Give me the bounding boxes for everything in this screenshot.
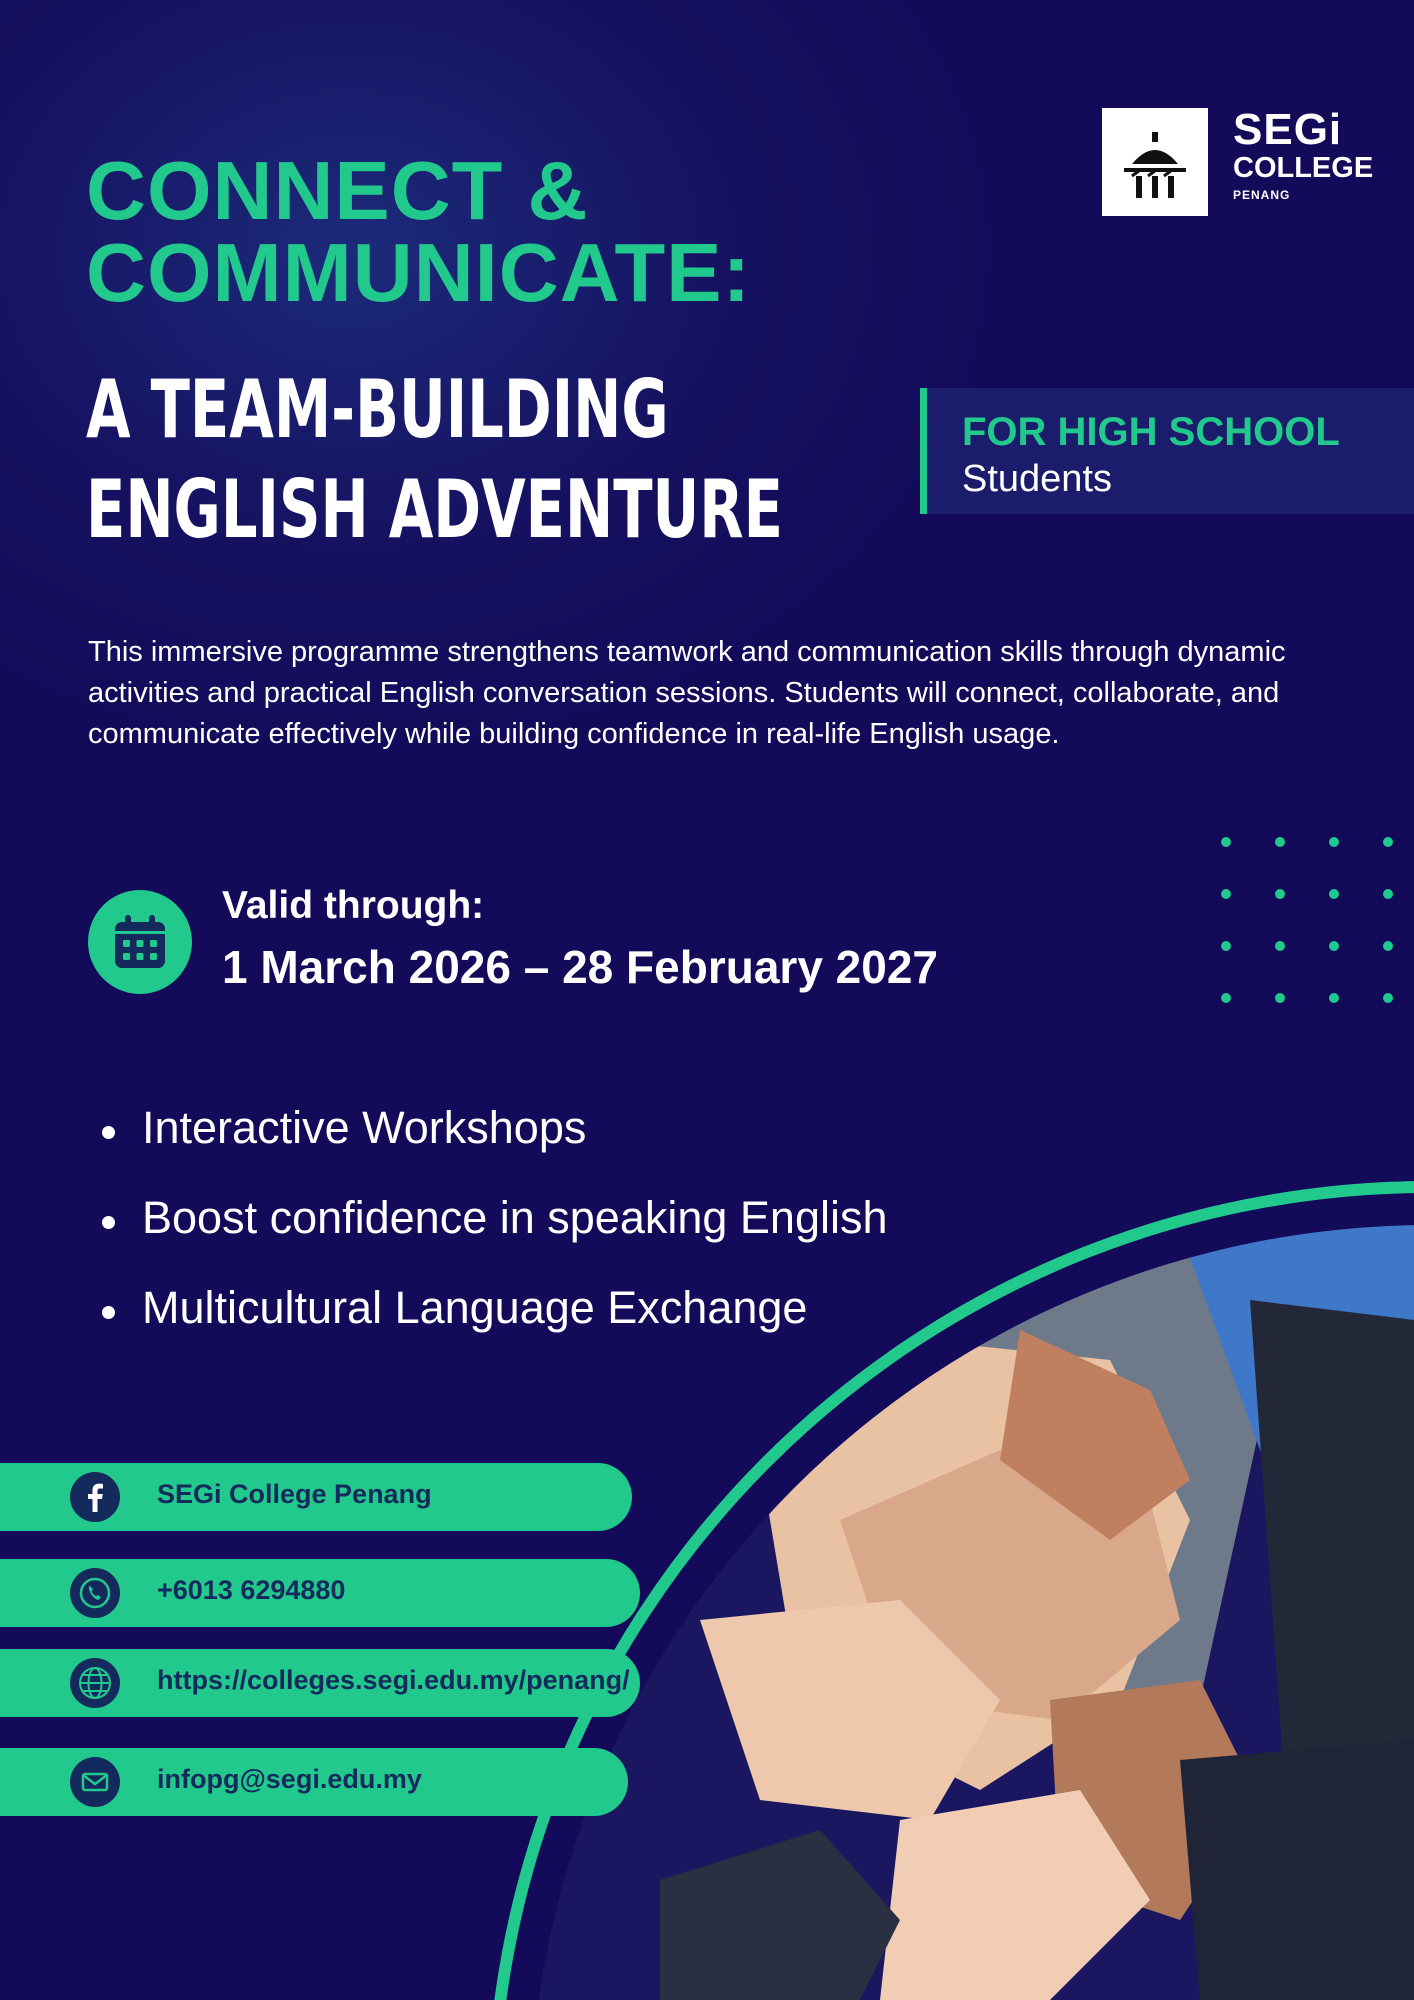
contact-label: SEGi College Penang xyxy=(157,1479,432,1509)
highlight-text: Interactive Workshops xyxy=(142,1102,587,1153)
website-contact-pill[interactable] xyxy=(0,1649,640,1717)
mail-icon xyxy=(70,1757,120,1807)
audience-group: Students xyxy=(962,458,1112,500)
logo-brand-name: SEGi xyxy=(1233,105,1343,154)
validity-label: Valid through: xyxy=(222,884,485,927)
highlight-text: Boost confidence in speaking English xyxy=(142,1192,888,1243)
facebook-contact-pill[interactable] xyxy=(0,1463,632,1531)
globe-icon xyxy=(70,1658,120,1708)
logo-college: COLLEGE xyxy=(1233,152,1374,184)
facebook-icon xyxy=(70,1472,120,1522)
headline-line-1: CONNECT & xyxy=(86,144,589,237)
email-contact-pill[interactable] xyxy=(0,1748,628,1816)
logo-campus: PENANG xyxy=(1233,188,1291,202)
phone-contact-pill[interactable] xyxy=(0,1559,640,1627)
contact-label: infopg@segi.edu.my xyxy=(157,1764,422,1794)
contact-label: +6013 6294880 xyxy=(157,1575,346,1605)
programme-description: This immersive programme strengthens teamwork and communication skills through dynamic activities and practical English conversation sessions. Students will connect, collaborate, and communicate effectively while building confidence in real-life English usage. xyxy=(88,636,1286,750)
validity-dates: 1 March 2026 – 28 February 2027 xyxy=(222,941,939,993)
audience-level: FOR HIGH SCHOOL xyxy=(962,410,1340,454)
subheadline-line-2: ENGLISH ADVENTURE xyxy=(86,463,783,556)
subheadline-line-1: A TEAM-BUILDING xyxy=(86,363,669,456)
contact-label: https://colleges.segi.edu.my/penang/ xyxy=(157,1665,630,1695)
phone-icon xyxy=(70,1568,120,1618)
highlight-text: Multicultural Language Exchange xyxy=(142,1282,808,1333)
headline-line-2: COMMUNICATE: xyxy=(86,226,752,319)
